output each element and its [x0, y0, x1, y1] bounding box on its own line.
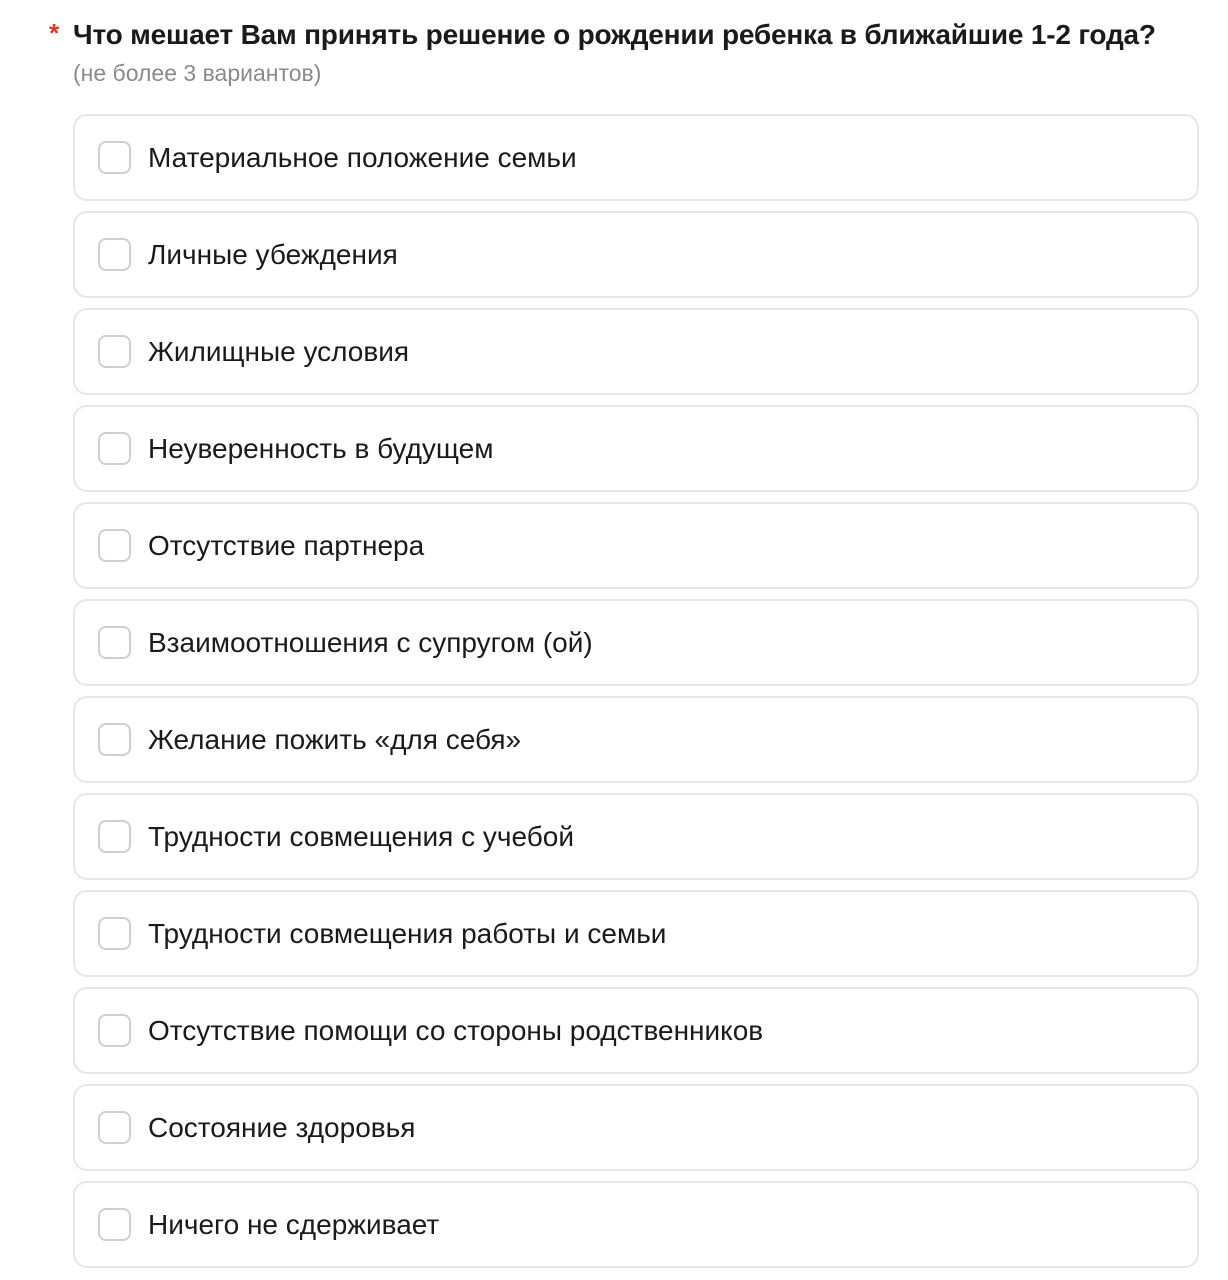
option-label: Состояние здоровья [148, 1111, 416, 1143]
option-6[interactable] [73, 696, 1199, 783]
checkbox-icon[interactable] [98, 141, 131, 174]
option-1[interactable] [73, 211, 1199, 298]
option-label: Трудности совмещения работы и семьи [148, 917, 667, 949]
option-8[interactable] [73, 890, 1199, 977]
checkbox-icon[interactable] [98, 1208, 131, 1241]
checkbox-icon[interactable] [98, 335, 131, 368]
option-label: Жилищные условия [148, 335, 410, 367]
option-label: Желание пожить «для себя» [148, 723, 522, 755]
question-title: Что мешает Вам принять решение о рождении ребенка в ближайшие 1-2 года? [73, 19, 1156, 50]
option-2[interactable] [73, 308, 1199, 395]
checkbox-icon[interactable] [98, 917, 131, 950]
option-label: Материальное положение семьи [148, 141, 577, 173]
checkbox-icon[interactable] [98, 432, 131, 465]
checkbox-icon[interactable] [98, 238, 131, 271]
checkbox-icon[interactable] [98, 529, 131, 562]
option-label: Отсутствие помощи со стороны родственников [148, 1014, 764, 1046]
option-5[interactable] [73, 599, 1199, 686]
options-list [73, 114, 1199, 1278]
option-label: Ничего не сдерживает [148, 1208, 440, 1240]
option-10[interactable] [73, 1084, 1199, 1171]
option-3[interactable] [73, 405, 1199, 492]
option-label: Трудности совмещения с учебой [148, 820, 574, 852]
checkbox-icon[interactable] [98, 1014, 131, 1047]
option-label: Отсутствие партнера [148, 529, 425, 561]
option-11[interactable] [73, 1181, 1199, 1268]
required-mark: * [49, 18, 60, 48]
option-0[interactable] [73, 114, 1199, 201]
option-label: Взаимоотношения с супругом (ой) [148, 626, 593, 658]
option-4[interactable] [73, 502, 1199, 589]
checkbox-icon[interactable] [98, 723, 131, 756]
checkbox-icon[interactable] [98, 1111, 131, 1144]
option-9[interactable] [73, 987, 1199, 1074]
option-label: Личные убеждения [148, 238, 398, 270]
checkbox-icon[interactable] [98, 820, 131, 853]
checkbox-icon[interactable] [98, 626, 131, 659]
option-7[interactable] [73, 793, 1199, 880]
option-label: Неуверенность в будущем [148, 432, 494, 464]
question-hint: (не более 3 вариантов) [73, 60, 322, 86]
